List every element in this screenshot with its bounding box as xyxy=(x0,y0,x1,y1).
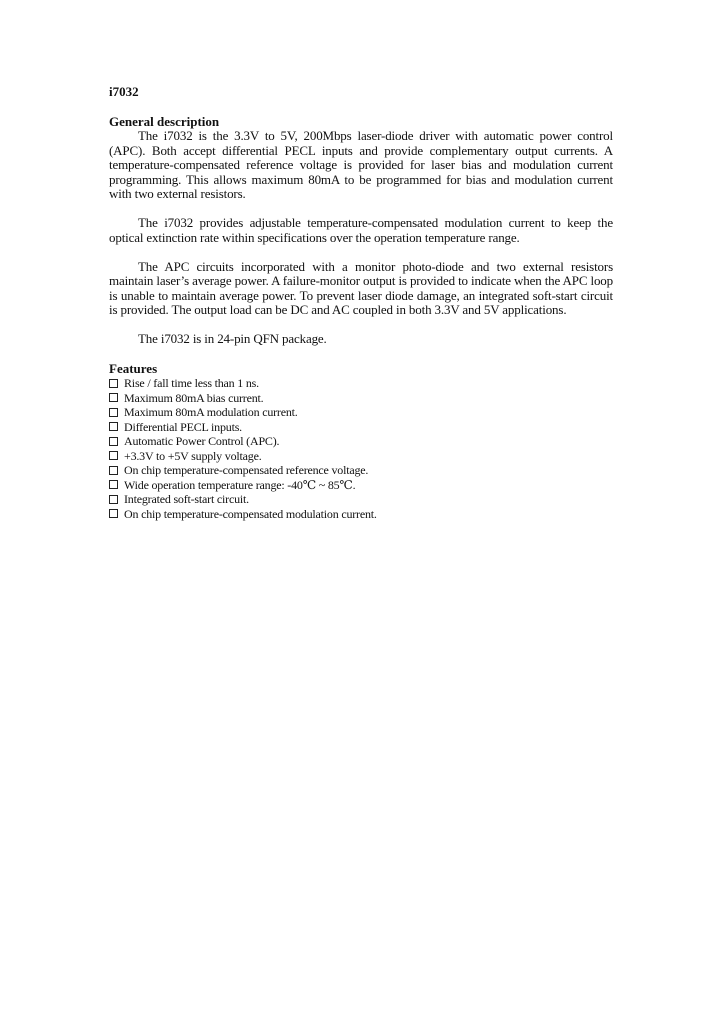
feature-text: On chip temperature-compensated reference voltage. xyxy=(124,463,369,477)
feature-item xyxy=(109,434,613,449)
feature-item xyxy=(109,478,613,493)
feature-text: Maximum 80mA modulation current. xyxy=(124,405,298,419)
feature-item xyxy=(109,391,613,406)
feature-item xyxy=(109,507,613,522)
document-title: i7032 xyxy=(109,84,139,99)
feature-item xyxy=(109,420,613,435)
feature-item xyxy=(109,405,613,420)
document-page xyxy=(109,84,613,521)
feature-text: Maximum 80mA bias current. xyxy=(124,390,264,405)
description-paragraph-4: The i7032 is in 24-pin QFN package. xyxy=(138,331,327,346)
checkbox-icon xyxy=(109,451,118,460)
checkbox-icon xyxy=(109,379,118,388)
feature-text: Integrated soft-start circuit. xyxy=(124,492,249,506)
description-paragraph-1: The i7032 is the 3.3V to 5V, 200Mbps laser-diode driver with automatic power control (APC). Both accept differential PECL inputs and provide complementary output currents. A temperature-compensated reference voltage is provided for laser bias and modulation current programming. This allows maximum 80mA to be programmed for bias and modulation current with two external resistors. xyxy=(109,128,613,201)
checkbox-icon xyxy=(109,422,118,431)
checkbox-icon xyxy=(109,466,118,475)
checkbox-icon xyxy=(109,495,118,504)
checkbox-icon xyxy=(109,437,118,446)
general-description-section xyxy=(109,114,613,347)
feature-item xyxy=(109,376,613,391)
checkbox-icon xyxy=(109,408,118,417)
features-section xyxy=(109,361,613,521)
feature-text: Automatic Power Control (APC). xyxy=(124,434,280,448)
feature-text: Rise / fall time less than 1 ns. xyxy=(124,376,259,390)
feature-text: On chip temperature-compensated modulation current. xyxy=(124,506,377,521)
description-paragraph-2: The i7032 provides adjustable temperature-compensated modulation current to keep the optical extinction rate within specifications over the operation temperature range. xyxy=(109,215,613,245)
feature-list xyxy=(109,376,613,521)
feature-text: Differential PECL inputs. xyxy=(124,419,242,434)
description-paragraph-3: The APC circuits incorporated with a monitor photo-diode and two external resistors maintain laser’s average power. A failure-monitor output is provided to indicate when the APC loop is unable to maintain average power. To prevent laser diode damage, an integrated soft-start circuit is provided. The output load can be DC and AC coupled in both 3.3V and 5V applications. xyxy=(109,258,613,317)
feature-item xyxy=(109,463,613,478)
general-description-heading: General description xyxy=(109,114,220,129)
feature-text: Wide operation temperature range: -40℃ ~ 85℃. xyxy=(124,477,356,492)
feature-item xyxy=(109,492,613,507)
checkbox-icon xyxy=(109,509,118,518)
features-heading: Features xyxy=(109,361,158,376)
checkbox-icon xyxy=(109,480,118,489)
feature-text: +3.3V to +5V supply voltage. xyxy=(124,448,262,463)
checkbox-icon xyxy=(109,393,118,402)
feature-item xyxy=(109,449,613,464)
